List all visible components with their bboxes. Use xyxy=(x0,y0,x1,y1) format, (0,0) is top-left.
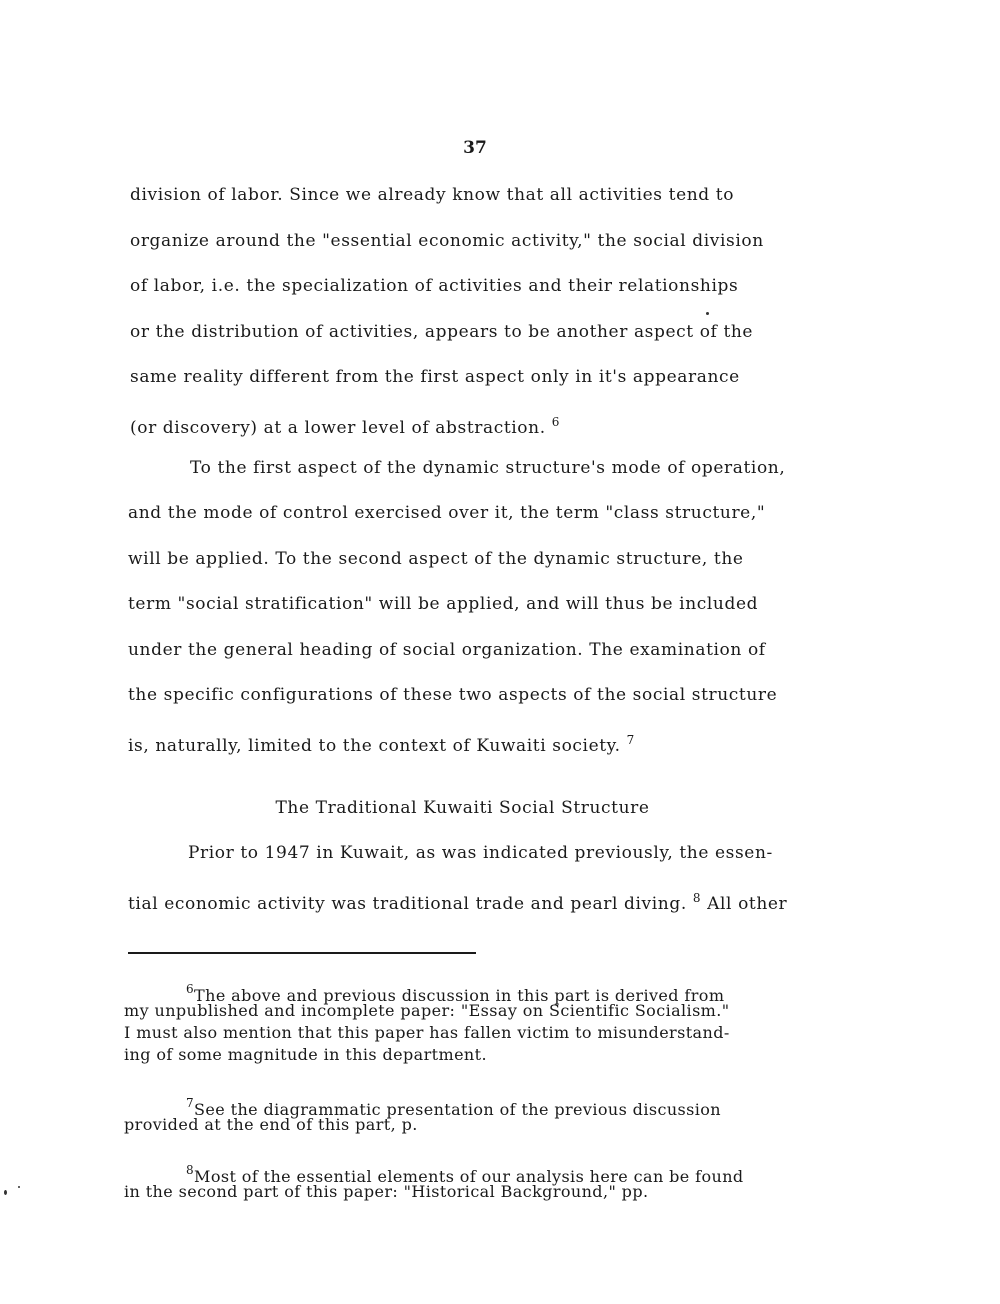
text-line: term "social stratification" will be applied, and will thus be included xyxy=(128,594,759,614)
text-line xyxy=(130,412,560,438)
footnote-number: 6 xyxy=(186,982,195,996)
text-line: To the first aspect of the dynamic structure's mode of operation, xyxy=(190,458,786,478)
text-line-content: tial economic activity was traditional trade and pearl diving. xyxy=(128,894,687,914)
text-line: organize around the "essential economic activity," the social division xyxy=(130,231,764,251)
footnote-marker-8: 8 xyxy=(692,891,702,905)
text-line: and the mode of control exercised over it, the term "class structure," xyxy=(128,503,766,523)
footnote-number: 7 xyxy=(186,1096,195,1110)
section-heading: The Traditional Kuwaiti Social Structure xyxy=(275,798,650,818)
footnote-line: I must also mention that this paper has fallen victim to misunderstand- xyxy=(124,1023,730,1042)
text-line-content: is, naturally, limited to the context of Kuwaiti society. xyxy=(128,736,621,756)
footnote-line: in the second part of this paper: "Historical Background," pp. xyxy=(124,1182,649,1201)
footnote-line: ing of some magnitude in this department. xyxy=(124,1045,487,1064)
scan-speck xyxy=(706,312,709,315)
text-line: or the distribution of activities, appears to be another aspect of the xyxy=(130,322,754,342)
page-number: 37 xyxy=(463,138,487,158)
footnote-marker-6: 6 xyxy=(551,415,560,429)
scan-speck xyxy=(18,1186,20,1188)
text-line: under the general heading of social organization. The examination of xyxy=(128,640,766,660)
text-line: same reality different from the first aspect only in it's appearance xyxy=(130,367,740,387)
footnote-number: 8 xyxy=(186,1163,195,1177)
footnote-text: See the diagrammatic presentation of the previous discussion xyxy=(194,1100,721,1119)
footnote-line: provided at the end of this part, p. xyxy=(124,1115,418,1134)
text-line xyxy=(128,888,787,914)
footnote-marker-7: 7 xyxy=(626,733,635,747)
text-line: the specific configurations of these two aspects of the social structure xyxy=(128,685,778,705)
footnote-divider xyxy=(128,952,476,954)
scan-speck xyxy=(4,1190,7,1195)
footnote-text: The above and previous discussion in this part is derived from xyxy=(194,986,725,1005)
text-line-tail: All other xyxy=(707,894,788,914)
text-line: Prior to 1947 in Kuwait, as was indicated previously, the essen- xyxy=(188,843,773,863)
footnote-text: Most of the essential elements of our analysis here can be found xyxy=(194,1167,744,1186)
text-line: division of labor. Since we already know that all activities tend to xyxy=(130,185,735,205)
text-line xyxy=(128,730,635,756)
text-line: will be applied. To the second aspect of the dynamic structure, the xyxy=(128,549,744,569)
text-line: of labor, i.e. the specialization of activities and their relationships xyxy=(130,276,739,296)
text-line-content: (or discovery) at a lower level of abstraction. xyxy=(130,418,546,438)
footnote-line: my unpublished and incomplete paper: "Essay on Scientific Socialism." xyxy=(124,1001,730,1020)
